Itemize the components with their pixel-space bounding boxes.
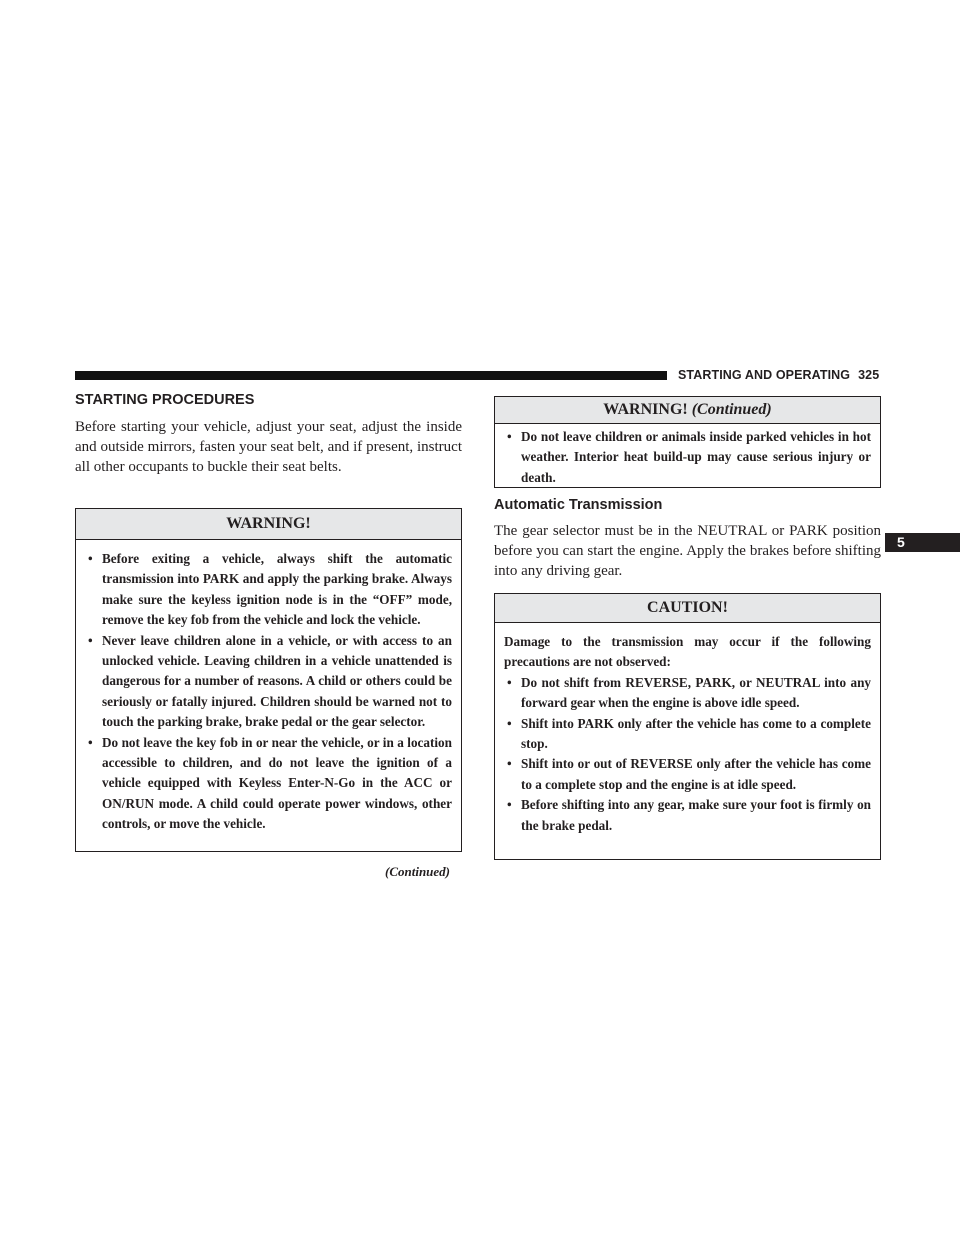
caution-item: • Shift into or out of REVERSE only after the vehicle has come to a complete stop and the engine is at idle speed. xyxy=(507,756,871,792)
bullet-icon: • xyxy=(507,429,512,444)
section-heading-starting-procedures: STARTING PROCEDURES xyxy=(75,392,255,408)
caution-item: • Before shifting into any gear, make sure your foot is firmly on the brake pedal. xyxy=(507,797,871,833)
header-rule xyxy=(75,371,667,380)
bullet-icon: • xyxy=(88,734,93,750)
bullet-icon: • xyxy=(88,551,93,566)
page-number: 325 xyxy=(858,368,880,382)
chapter-tab: 5 xyxy=(885,533,960,552)
caution-item: • Do not shift from REVERSE, PARK, or NEUTRAL into any forward gear when the engine is above idle speed. xyxy=(507,674,871,711)
warning-item: • Do not leave the key fob in or near the vehicle, or in a location accessible to children, and do not leave the ignition of a vehicle equipped with Keyless Enter-N-Go in the ACC or ON/RUN mode. A child could operate power windows, other controls, or move the vehicle. xyxy=(88,734,452,832)
bullet-icon: • xyxy=(507,715,512,731)
warning-box-title: WARNING! xyxy=(76,509,461,540)
continued-note: (Continued) xyxy=(385,864,451,879)
caution-box-title: CAUTION! xyxy=(495,594,880,623)
bullet-icon: • xyxy=(507,674,512,690)
warning-item: • Do not leave children or animals inside parked vehicles in hot weather. Interior heat build-up may cause serious injury or death. xyxy=(507,429,871,485)
subsection-heading-automatic-transmission: Automatic Transmission xyxy=(494,497,663,513)
transmission-paragraph: The gear selector must be in the NEUTRAL or PARK position before you can start the engine. Apply the brakes before shifting into any driving gear. xyxy=(494,523,881,579)
warning-list xyxy=(85,549,452,835)
warning-item: • Before exiting a vehicle, always shift the automatic transmission into PARK and apply the parking brake. Always make sure the keyless ignition node is in the “OFF” mode, remove the key fob from the vehicle and lock the vehicle. xyxy=(88,551,452,628)
caution-lead: Damage to the transmission may occur if the following precautions are not observed: xyxy=(504,634,871,670)
bullet-icon: • xyxy=(88,632,93,648)
running-header xyxy=(678,368,879,382)
intro-paragraph: Before starting your vehicle, adjust your seat, adjust the inside and outside mirrors, fasten your seat belt, and if present, instruct all other occupants to buckle their seat belts. xyxy=(75,419,462,475)
header-section-title: STARTING AND OPERATING xyxy=(678,368,851,382)
warning-continued-list xyxy=(504,427,871,488)
caution-box xyxy=(494,593,881,860)
bullet-icon: • xyxy=(507,797,512,813)
warning-box xyxy=(75,508,462,852)
warning-continued-box xyxy=(494,396,881,488)
warning-item: • Never leave children alone in a vehicle, or with access to an unlocked vehicle. Leaving children in a vehicle unattended is dangerous for a number of reasons. A child or others could be seriously or fatally injured. Children should be warned not to touch the parking brake, brake pedal or the gear selector. xyxy=(88,632,452,730)
caution-list xyxy=(504,673,871,836)
warning-continued-title: WARNING! (Continued) xyxy=(495,397,880,424)
bullet-icon: • xyxy=(507,756,512,772)
caution-item: • Shift into PARK only after the vehicle has come to a complete stop. xyxy=(507,715,871,752)
